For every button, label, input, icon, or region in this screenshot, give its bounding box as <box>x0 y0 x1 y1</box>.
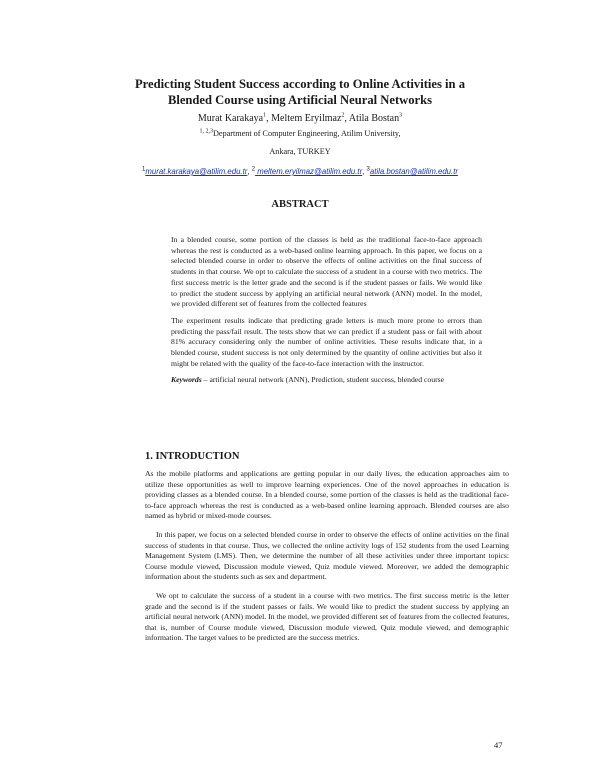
title-line-1: Predicting Student Success according to Online Activities in a <box>134 77 465 91</box>
abstract-paragraph: In a blended course, some portion of the classes is held as the traditional face-to-face approach whereas the rest is conducted as a web-based online learning approach. In this paper, we focus on a selected blended course in order to observe the effects of online activities on the final success of students in that course. We opt to calculate the success of a student in a course with two metrics. The first success metric is the letter grade and the second is if the student passes or fails. We would like to predict the student success by applying an artificial neural network (ANN) model. In the model, we provided different set of features from the collected features <box>171 235 482 309</box>
author-sup: 1 <box>263 112 267 119</box>
email-list: $^1$murat.karakaya@atilim.edu.tr, $^2$ meltem.eryilmaz@atilim.edu.tr, $^3$atila.bostan@atilim.edu.tr <box>142 166 458 176</box>
affiliation-sup: 1, 2,3 <box>199 128 213 135</box>
abstract-body <box>171 235 482 392</box>
affiliation-text: Department of Computer Engineering, Atilim University, <box>212 129 401 138</box>
email-sup: 3 <box>366 166 370 173</box>
author-name: Atila Bostan <box>348 113 400 124</box>
title-line-2: Blended Course using Artificial Neural Networks <box>167 93 433 107</box>
author-list: Murat Karakaya$^1$, Meltem Eryilmaz$^2$, Atila Bostan$^3$ <box>197 112 403 124</box>
body-paragraph: In this paper, we focus on a selected blended course in order to observe the effects of online activities on the final success of students in that course. Thus, we collected the online activity logs of 152 students from the used Learning Management System (LMS). Then, we determine the number of all these activities under three important topics: Course module viewed, Discussion module viewed, Quiz module viewed. Moreover, we added the demographic information about the students such as sex and department. <box>145 529 509 582</box>
author-sup: 3 <box>399 112 403 119</box>
section-body <box>145 469 509 652</box>
abstract-heading: ABSTRACT <box>271 199 329 210</box>
email-link[interactable]: meltem.eryilmaz@atilim.edu.tr <box>255 167 363 176</box>
abstract-paragraph: The experiment results indicate that predicting grade letters is much more prone to errors than predicting the pass/fail result. The tests show that we can predict if a student pass or fail with about 81% accuracy considering only the number of online activities. These results indicate that, in a blended course, student success is not only determined by the quantity of online activities but also it might be related with the quality of the face-to-face interaction with the instructor. <box>171 315 482 368</box>
keywords <box>171 375 482 386</box>
email-link[interactable]: murat.karakaya@atilim.edu.tr <box>145 167 248 176</box>
email-link[interactable]: atila.bostan@atilim.edu.tr <box>369 167 458 176</box>
affiliation-city: Ankara, TURKEY <box>269 147 331 156</box>
paper-title <box>60 76 540 108</box>
body-paragraph: We opt to calculate the success of a student in a course with two metrics. The first success metric is the letter grade and the second is if the student passes or fails. We would like to predict the student success by applying an artificial neural network (ANN) model. In the model, we provided different set of features from the collected features, that is, number of Course module viewed, Discussion module viewed, Quiz module viewed, and demographic information. The target values to be predicted are the success metrics. <box>145 590 509 643</box>
email-sup: 2 <box>251 166 256 173</box>
keywords-label: Keywords <box>171 375 202 385</box>
author-sup: 2 <box>341 112 345 119</box>
email-sup: 1 <box>142 166 146 173</box>
affiliation <box>60 128 540 139</box>
keywords-text: – artificial neural network (ANN), Prediction, student success, blended course <box>201 375 445 385</box>
page-number: 47 <box>494 740 503 750</box>
author-name: Meltem Eryilmaz <box>271 113 342 124</box>
author-name: Murat Karakaya <box>197 113 264 124</box>
section-heading: 1. INTRODUCTION <box>145 451 240 462</box>
body-paragraph: As the mobile platforms and applications are getting popular in our daily lives, the education approaches aim to utilize these opportunities as well to improve learning experiences. One of the novel approaches in education is providing classes as a blended course. In a blended course, some portion of the classes is held as the traditional face-to-face approach whereas the rest is conducted as a web-based online learning approach. Blended courses are also named as hybrid or mixed-mode courses. <box>145 469 509 521</box>
